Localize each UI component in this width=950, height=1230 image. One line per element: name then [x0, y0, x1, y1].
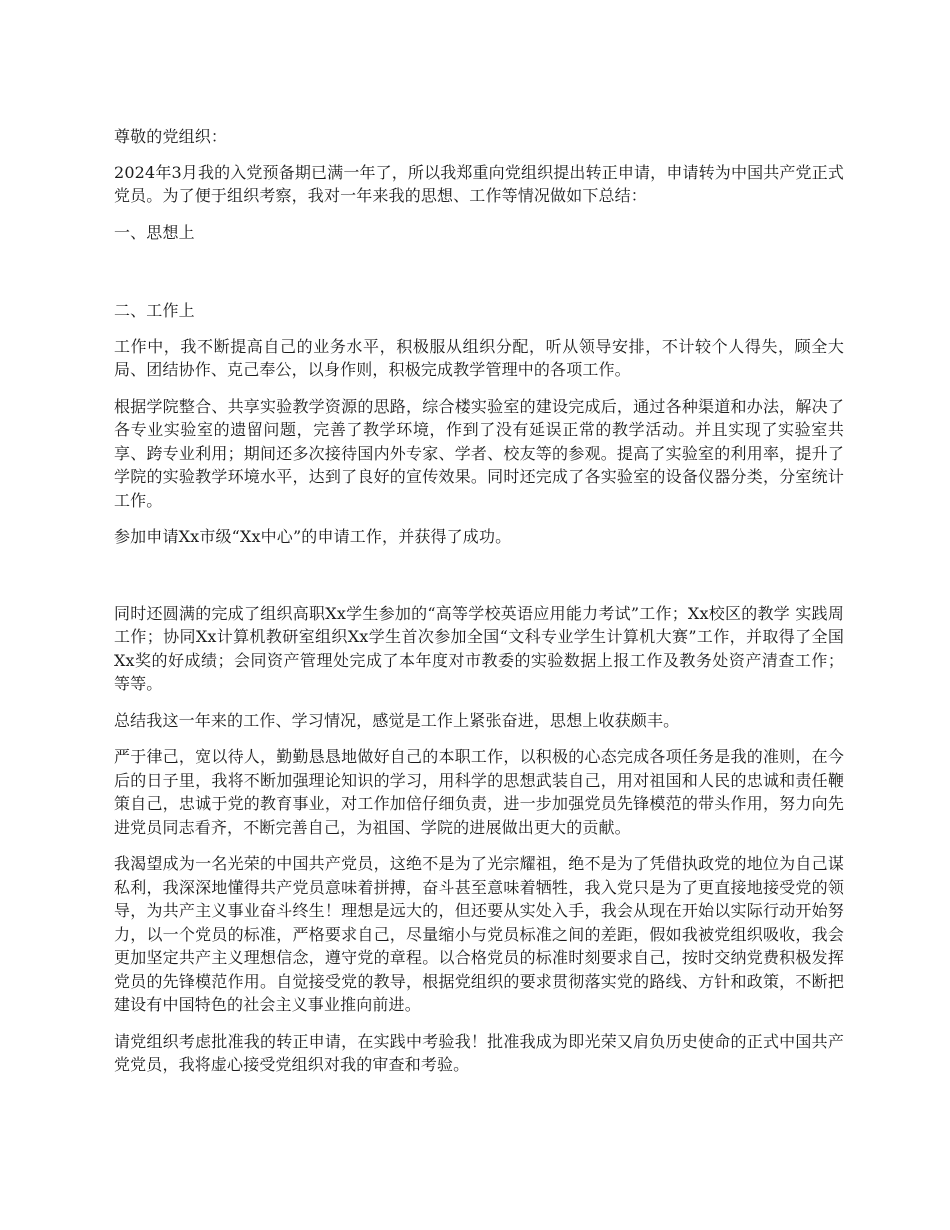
summary-paragraph-3: 我渴望成为一名光荣的中国共产党员，这绝不是为了光宗耀祖，绝不是为了凭借执政党的地位为自己谋私利，我深深地懂得共产党员意味着拼搏，奋斗甚至意味着牺牲，我入党只是为了更直接地接受党的领导，为共产主义事业奋斗终生！理想是远大的，但还要从实处入手，我会从现在开始以实际行动开始努力，以一个党员的标准，严格要求自己，尽量缩小与党员标准之间的差距，假如我被党组织吸收，我会更加坚定共产主义理想信念，遵守党的章程。以合格党员的标准时刻要求自己，按时交纳党费积极发挥党员的先锋模范作用。自觉接受党的教导，根据党组织的要求贯彻落实党的路线、方针和政策，不断把建设有中国特色的社会主义事业推向前进。: [114, 854, 844, 1014]
document-page: [114, 125, 844, 1077]
intro-paragraph: 2024年3月我的入党预备期已满一年了，所以我郑重向党组织提出转正申请，申请转为中国共产党正式党员。为了便于组织考察，我对一年来我的思想、工作等情况做如下总结：: [114, 162, 844, 205]
heading-work: 二、工作上: [114, 301, 195, 320]
work-paragraph-1: 工作中，我不断提高自己的业务水平，积极服从组织分配，听从领导安排，不计较个人得失，顾全大局、团结协作、克己奉公，以身作则，积极完成教学管理中的各项工作。: [114, 336, 844, 379]
summary-paragraph-1: 总结我这一年来的工作、学习情况，感觉是工作上紧张奋进，思想上收获颇丰。: [114, 710, 680, 730]
summary-paragraph-2: 严于律己，宽以待人，勤勤恳恳地做好自己的本职工作，以积极的心态完成各项任务是我的准则，在今后的日子里，我将不断加强理论知识的学习，用科学的思想武装自己，用对祖国和人民的忠诚和责任鞭策自己，忠诚于党的教育事业，对工作加倍仔细负责，进一步加强党员先锋模范的带头作用，努力向先进党员同志看齐，不断完善自己，为祖国、学院的进展做出更大的贡献。: [114, 747, 844, 837]
work-paragraph-2: 根据学院整合、共享实验教学资源的思路，综合楼实验室的建设完成后，通过各种渠道和办法，解决了各专业实验室的遗留问题，完善了教学环境，作到了没有延误正常的教学活动。并且实现了实验室共享、跨专业利用；期间还多次接待国内外专家、学者、校友等的参观。提高了实验室的利用率，提升了学院的实验教学环境水平，达到了良好的宣传效果。同时还完成了各实验室的设备仪器分类，分室统计工作。: [114, 396, 844, 510]
salutation: 尊敬的党组织：: [114, 127, 228, 146]
work-paragraph-3: 参加申请Xx市级“Xx中心”的申请工作，并获得了成功。: [114, 527, 512, 546]
closing-paragraph: 请党组织考虑批准我的转正申请，在实践中考验我！批准我成为即光荣又肩负历史使命的正式中国共产党党员，我将虚心接受党组织对我的审查和考验。: [114, 1031, 844, 1074]
heading-thought: 一、思想上: [114, 222, 195, 242]
work-paragraph-4: 同时还圆满的完成了组织高职Xx学生参加的“高等学校英语应用能力考试”工作；Xx校区的教学 实践周工作；协同Xx计算机教研室组织Xx学生首次参加全国“文科专业学生计算机大赛”工作，并取得了全国Xx奖的好成绩；会同资产管理处完成了本年度对市教委的实验数据上报工作及教务处资产清查工作；等等。: [114, 603, 844, 693]
